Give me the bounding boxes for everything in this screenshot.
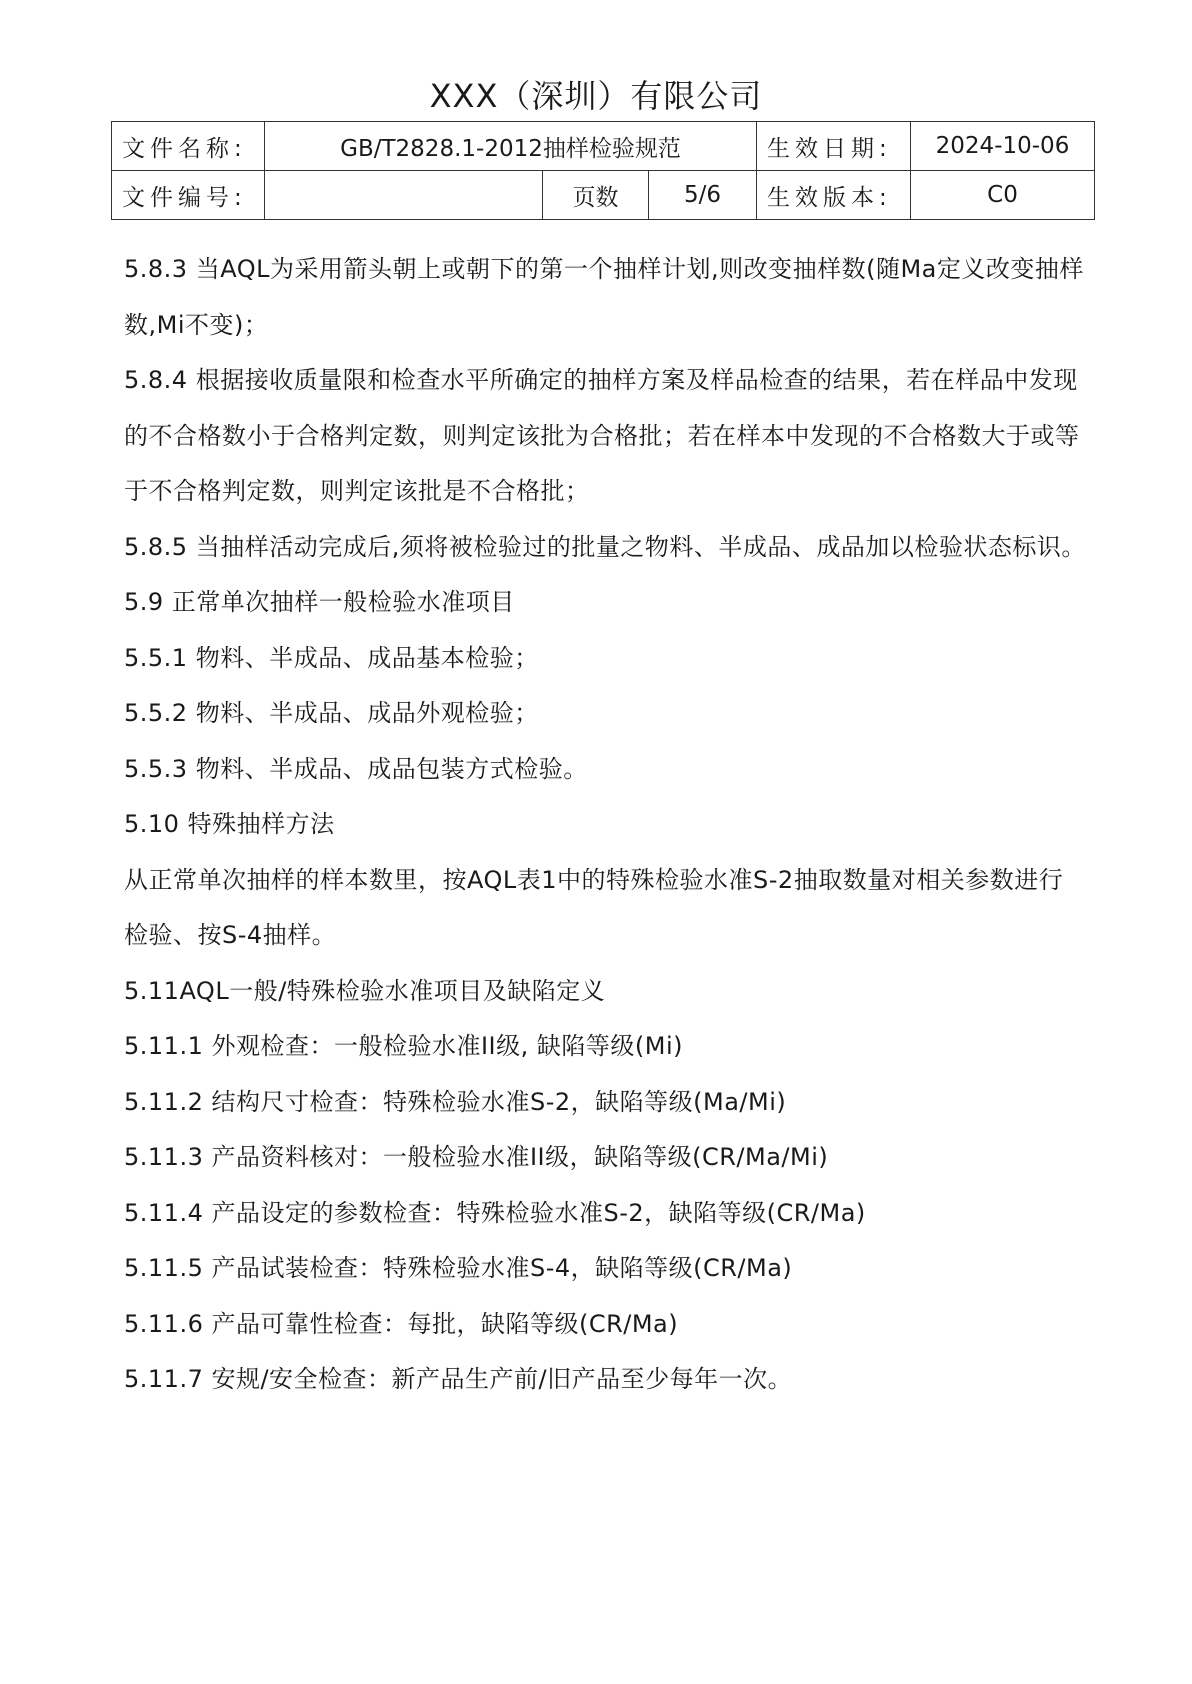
section-heading: 5.11AQL一般/特殊检验水准项目及缺陷定义 (124, 976, 606, 1005)
company-title: XXX（深圳）有限公司 (429, 77, 763, 115)
file-number-value (265, 171, 543, 220)
page-label: 页数 (543, 171, 649, 220)
paragraph: 5.8.5 当抽样活动完成后,须将被检验过的批量之物料、半成品、成品加以检验状态标识。 (124, 532, 1086, 561)
file-name-label: 文件名称: (112, 122, 265, 171)
list-item: 5.11.6 产品可靠性检查：每批，缺陷等级(CR/Ma) (124, 1309, 679, 1338)
list-item: 5.5.1 物料、半成品、成品基本检验； (124, 643, 539, 672)
paragraph: 从正常单次抽样的样本数里，按AQL表1中的特殊检验水准S-2抽取数量对相关参数进行检验、按S-4抽样。 (124, 865, 1064, 949)
section-heading: 5.9 正常单次抽样一般检验水准项目 (124, 588, 515, 616)
effective-date-value: 2024-10-06 (911, 122, 1095, 171)
header-row-2 (112, 171, 1095, 220)
version-value: C0 (911, 171, 1095, 220)
list-item: 5.5.2 物料、半成品、成品外观检验； (124, 699, 539, 727)
header-row-1 (112, 122, 1095, 171)
list-item: 5.11.1 外观检查：一般检验水准II级, 缺陷等级(Mi) (124, 1032, 683, 1060)
list-item: 5.11.7 安规/安全检查：新产品生产前/旧产品至少每年一次。 (124, 1365, 793, 1393)
file-number-label: 文件编号: (112, 171, 265, 220)
list-item: 5.11.4 产品设定的参数检查：特殊检验水准S-2，缺陷等级(CR/Ma) (124, 1198, 866, 1227)
document-header-table (111, 121, 1095, 220)
page-value: 5/6 (649, 171, 757, 220)
list-item: 5.5.3 物料、半成品、成品包装方式检验。 (124, 754, 588, 783)
file-name-value: GB/T2828.1-2012抽样检验规范 (265, 122, 757, 171)
effective-date-label: 生效日期: (757, 122, 911, 171)
paragraph: 5.8.3 当AQL为采用箭头朝上或朝下的第一个抽样计划,则改变抽样数(随Ma定义改变抽样数,Mi不变)； (124, 255, 1084, 339)
list-item: 5.11.3 产品资料核对：一般检验水准II级，缺陷等级(CR/Ma/Mi) (124, 1143, 829, 1171)
version-label: 生效版本: (757, 171, 911, 220)
document-body (124, 242, 1086, 1408)
section-heading: 5.10 特殊抽样方法 (124, 810, 335, 838)
paragraph: 5.8.4 根据接收质量限和检查水平所确定的抽样方案及样品检查的结果，若在样品中发现的不合格数小于合格判定数，则判定该批为合格批；若在样本中发现的不合格数大于或等于不合格判定数，则判定该批是不合格批； (124, 366, 1080, 505)
list-item: 5.11.2 结构尺寸检查：特殊检验水准S-2，缺陷等级(Ma/Mi) (124, 1087, 787, 1116)
list-item: 5.11.5 产品试装检查：特殊检验水准S-4，缺陷等级(CR/Ma) (124, 1254, 793, 1282)
